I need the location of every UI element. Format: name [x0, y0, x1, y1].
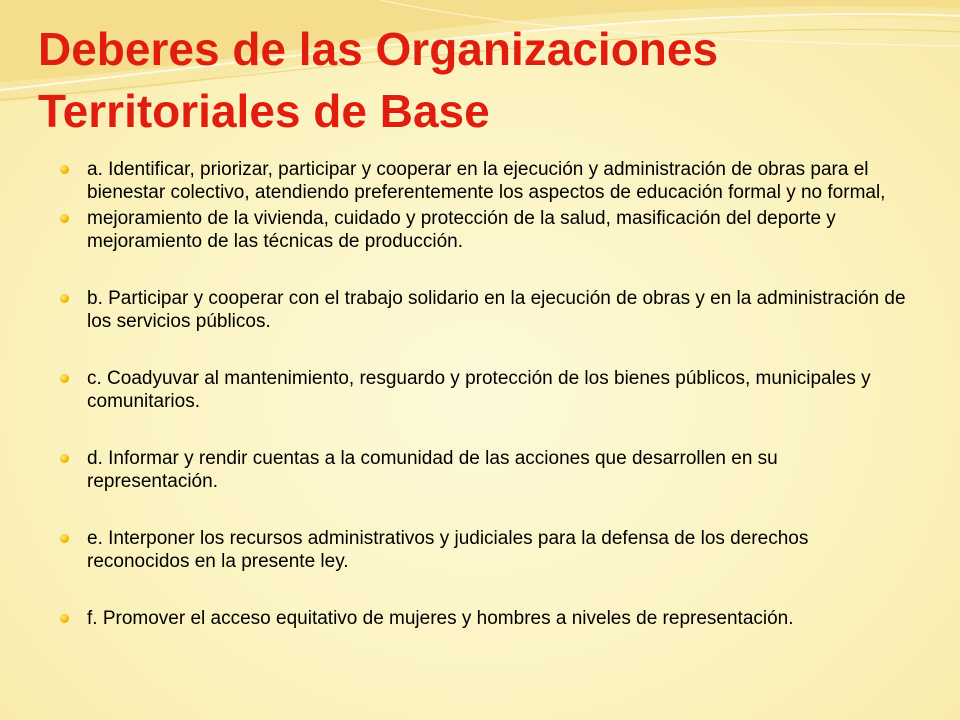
- bullet-item: [60, 527, 910, 573]
- bullet-text: b. Participar y cooperar con el trabajo solidario en la ejecución de obras y en la administración de los servicios públicos.: [87, 288, 906, 332]
- bullet-dot-icon: [60, 614, 69, 623]
- bullet-text: d. Informar y rendir cuentas a la comunidad de las acciones que desarrollen en su representación.: [87, 448, 778, 492]
- bullet-dot-icon: [60, 374, 69, 383]
- bullet-item: [60, 158, 910, 204]
- bullet-dot-icon: [60, 294, 69, 303]
- bullet-item: [60, 607, 910, 630]
- slide-title: [38, 18, 918, 142]
- bullet-dot-icon: [60, 165, 69, 174]
- bullet-item: [60, 207, 910, 253]
- bullet-list: [60, 158, 910, 630]
- bullet-dot-icon: [60, 214, 69, 223]
- title-line-2: Territoriales de Base: [38, 85, 490, 137]
- bullet-text: c. Coadyuvar al mantenimiento, resguardo y protección de los bienes públicos, municipales y comunitarios.: [87, 368, 871, 412]
- bullet-text: e. Interponer los recursos administrativos y judiciales para la defensa de los derechos reconocidos en la presente ley.: [87, 528, 809, 572]
- bullet-dot-icon: [60, 454, 69, 463]
- bullet-item: [60, 447, 910, 493]
- bullet-item: [60, 367, 910, 413]
- bullet-text: f. Promover el acceso equitativo de mujeres y hombres a niveles de representación.: [87, 608, 794, 629]
- bullet-item: [60, 287, 910, 333]
- title-line-1: Deberes de las Organizaciones: [38, 23, 719, 75]
- bullet-dot-icon: [60, 534, 69, 543]
- bullet-text: a. Identificar, priorizar, participar y cooperar en la ejecución y administración de obras para el bienestar colectivo, atendiendo preferentemente los aspectos de educación formal y no formal,: [87, 159, 886, 203]
- bullet-text: mejoramiento de la vivienda, cuidado y protección de la salud, masificación del deporte y mejoramiento de las técnicas de producción.: [87, 208, 836, 252]
